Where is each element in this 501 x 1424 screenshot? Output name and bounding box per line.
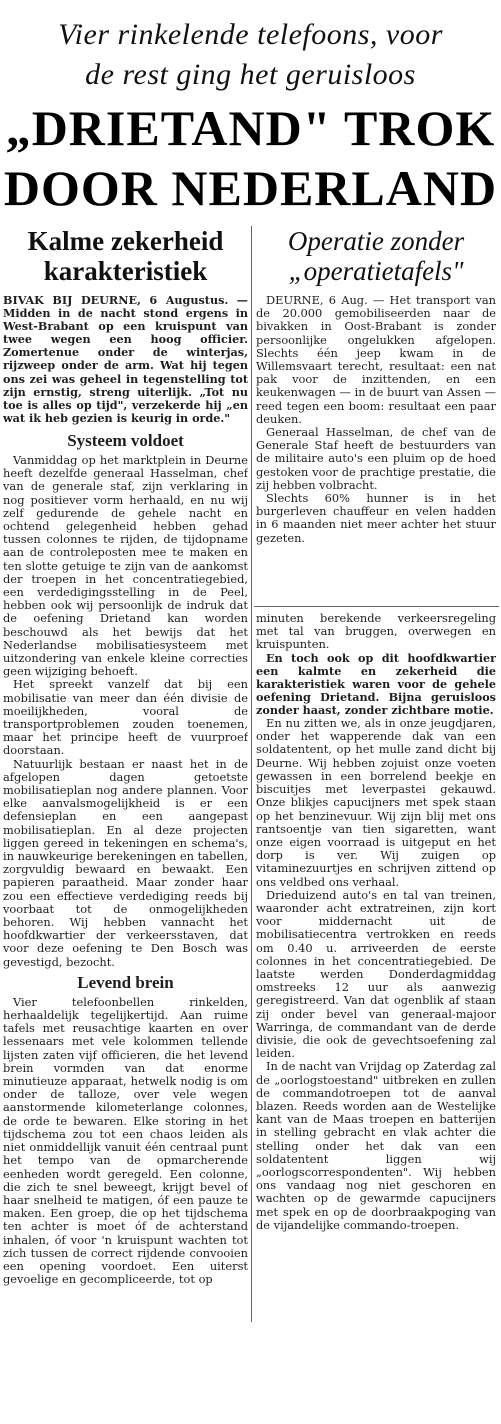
article-right-column: [256, 226, 496, 545]
continuation-paragraph: minuten berekende verkeersregeling met tal van bruggen, overwegen en kruispunten.: [256, 612, 496, 652]
left-title: Kalme zekerheid karakteristiek: [27, 226, 224, 286]
section-heading-systeem: Systeem voldoet: [67, 430, 184, 450]
left-paragraph: Het spreekt vanzelf dat bij een mobilisatie van meer dan één divisie de moeilijkheden, vooral de transportproblemen zouden toenemen, maar het principe heeft de vuurproef doorstaan.: [3, 677, 248, 758]
article-left-column: [3, 226, 248, 1286]
kicker-line-2: de rest ging het geruisloos: [85, 58, 416, 91]
column-divider: [251, 226, 252, 606]
left-lead: BIVAK BIJ DEURNE, 6 Augustus. — Midden in de nacht stond ergens in West-Brabant op een kruispunt van twee wegen een hoog officier. Zomertenue onder de winterjas, rijzweep onder de arm. Wat hij tegen ons zei was geheel in tegenstelling tot zijn ernstig, streng uiterlijk. „Tot nu toe is alles op tijd", verzekerde hij „en wat ik heb gezien is keurig in orde.": [3, 293, 248, 425]
kicker-line-1: Vier rinkelende telefoons, voor: [58, 18, 443, 51]
continuation-paragraph: Drieduizend auto's en tal van treinen, waaronder acht extratreinen, zijn kort voor middernacht uit de mobilisatiecentra vertrokken en reeds om 0.40 u. arriveerden de eerste colonnes in het concentratiegebied. De laatste werden Donderdagmiddag omstreeks 12 uur als aanwezig geregistreerd. Van dat ogenblik af staan zij onder bevel van generaal-majoor Warringa, de commandant van de derde divisie, die ook de gevechtsoefening zal leiden.: [256, 887, 496, 1061]
right-paragraph: DEURNE, 6 Aug. — Het transport van de 20.000 gemobiliseerden naar de bivakken in Oost-Brabant is zonder persoonlijke ongelukken afgelopen. Slechts één jeep kwam in de Willemsvaart terecht, resultaat: een nat pak voor de inzittenden, en een keukenwagen — in de buurt van Assen — reed tegen een boom: resultaat een paar deuken.: [256, 293, 496, 426]
section-divider: [254, 606, 499, 607]
right-paragraph: Generaal Hasselman, de chef van de Generale Staf heeft de bestuurders van de militaire auto's een pluim op de hoed gestoken voor de prachtige prestatie, die zij hebben volbracht.: [256, 425, 496, 492]
left-paragraph: Vanmiddag op het marktplein in Deurne heeft dezelfde generaal Hasselman, chef van de generale staf, zijn verklaring in nog positiever vorm herhaald, en nu wij zelf gedurende de gehele nacht en ochtend gelegenheid hebben gehad tussen colonnes te rijden, de tijdopname aan de controleposten mee te maken en ten slotte getuige te zijn van de aankomst der troepen in het concentratiegebied, een verdedigingsstelling in de Peel, hebben ook wij persoonlijk de indruk dat de oefening Drietand kan worden beschouwd als het bewijs dat het Nederlandse mobilisatiesysteem met uitzondering van enkele kleine correcties geen wijziging behoeft.: [3, 452, 248, 679]
continuation-paragraph: En nu zitten we, als in onze jeugdjaren, onder het wapperende dak van een soldatentent, op het mulle zand dicht bij Deurne. Wij hebben zojuist onze voeten gewassen in een borrelend beekje en biscuitjes met leverpastei gekauwd. Onze blikjes capucijners met spek staan op het benzinevuur. Wij zijn blij met ons rantsoentje van tien sigaretten, want onze eigen voorraad is uitgeput en het dorp is ver. Wij zuigen op vitaminezuurtjes en schrijven zittend op ons veldbed ons verhaal.: [256, 716, 496, 889]
left-paragraph: Natuurlijk bestaan er naast het in de afgelopen dagen getoetste mobilisatieplan nog andere plannen. Voor elke aanvalsmogelijkheid is er een defensieplan en een aangepast mobilisatieplan. En al deze projecten liggen gereed in tekeningen en schema's, in nauwkeurige berekeningen en tabellen, zorgvuldig bewaard en bewaakt. Een papieren paraatheid. Maar zonder haar zou een effectieve verdediging reeds bij voorbaat tot de onmogelijkheden behoren. Wij hebben vannacht het hoofdkwartier der verkeersstaven, dat voor deze oefening te Den Bosch was gevestigd, bezocht.: [3, 756, 248, 969]
continuation-paragraph: In de nacht van Vrijdag op Zaterdag zal de „oorlogstoestand" uitbreken en zullen de commandotroepen tot de aanval blazen. Reeds worden aan de Westelijke kant van de Maas troepen en batterijen in stelling gebracht en vlak achter die stelling onder het dak van een soldatentent liggen wij „oorlogscorrespondenten". Wij hebben ons vandaag nog niet geschoren en wachten op de gewarmde capucijners met spek en op de doorbraakpoging van de vijandelijke commando-troepen.: [256, 1059, 496, 1232]
headline-line-2: DOOR NEDERLAND: [3, 160, 498, 216]
column-divider-lower: [251, 606, 252, 1322]
continuation-bold-paragraph: En toch ook op dit hoofdkwartier een kalmte en zekerheid die karakteristiek waren voor de gehele oefening Drietand. Bijna geruisloos zonder haast, zonder zichtbare motie.: [256, 650, 496, 717]
section-heading-levend: Levend brein: [77, 972, 174, 992]
left-paragraph: Vier telefoonbellen rinkelden, herhaaldelijk tegelijkertijd. Aan ruime tafels met reusachtige kaarten en over lessenaars met vele kolommen tellende lijsten zaten vijf officieren, die het levend brein vormden van dat enorme minutieuze apparaat, hetwelk nodig is om onder de talloze, over vele wegen aanstormende kilometerlange colonnes, de orde te bewaren. Elke storing in het tijdschema zou tot een chaos leiden als niet onmiddellijk vanuit één centraal punt het tempo van de opmarcherende eenheden wordt geregeld. Een colonne, die zich te snel beweegt, krijgt bevel of haar snelheid te matigen, óf een pauze te maken. Een groep, die op het tijdschema ten achter is moet óf de achterstand inhalen, óf voor 'n kruispunt wachten tot zich tussen de correct rijdende convooien een opening voordoet. Een uiterst gevoelige en gecompliceerde, tot op: [3, 994, 248, 1287]
continuation-column: [256, 612, 496, 1232]
right-title: Operatie zonder „operatietafels": [287, 226, 465, 286]
right-paragraph: Slechts 60% hunner is in het burgerleven chauffeur en velen hadden in 6 maanden niet meer achter het stuur gezeten.: [256, 491, 496, 545]
headline-line-1: „DRIETAND" TROK: [5, 100, 496, 156]
